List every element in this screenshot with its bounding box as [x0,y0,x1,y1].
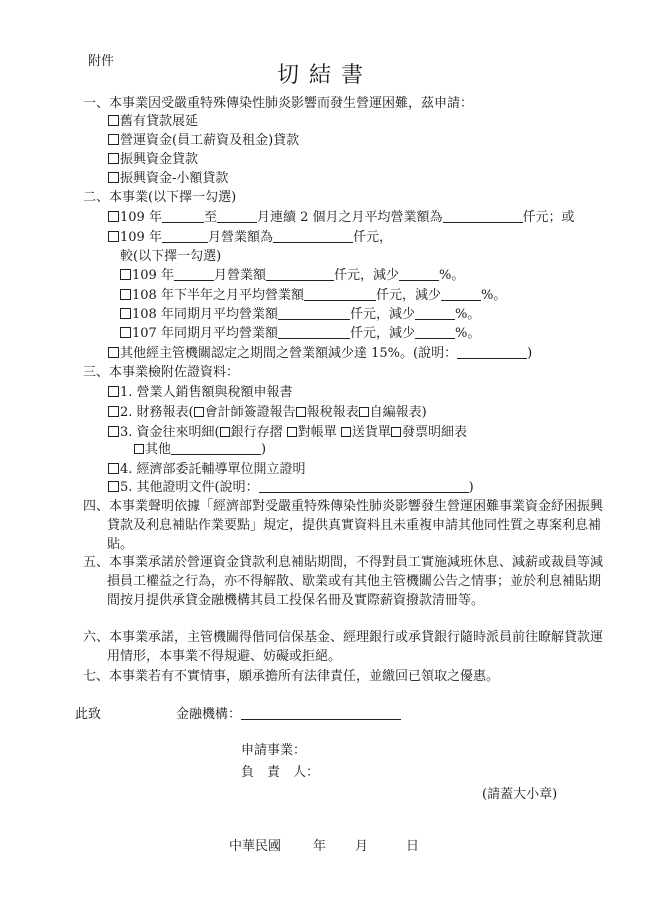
closing-to: 此致 [75,707,102,722]
seal-note: (請蓋大小章) [482,787,558,802]
blank-field[interactable] [443,210,523,223]
section-3-heading: 三、本事業檢附佐證資料： [83,365,240,380]
checkbox[interactable] [194,407,204,417]
representative-label: 負 責 人： [241,765,320,780]
applicant-label: 申請事業： [241,743,307,758]
blank-field[interactable] [273,230,353,243]
s3-item-4[interactable]: 4. 經濟部委託輔導單位開立證明 [108,461,306,479]
blank-field[interactable] [441,288,481,301]
checkbox[interactable] [108,231,119,242]
checkbox[interactable] [108,347,119,358]
checkbox[interactable] [108,406,119,417]
checkbox[interactable] [220,427,230,437]
checkbox[interactable] [108,481,119,492]
checkbox[interactable] [341,427,351,437]
s2-option-1[interactable]: 109 年 至 月連續 2 個月之月平均營業額為 仟元；或 [108,209,575,227]
s1-option-2[interactable]: 營運資金(員工薪資及租金)貸款 [108,132,299,150]
blank-field[interactable] [415,326,455,339]
s2-compare-label: 較(以下擇一勾選) [120,249,222,264]
blank-field[interactable] [278,307,350,320]
section-4: 四、本事業聲明依據「經濟部對受嚴重特殊傳染性肺炎影響發生營運困難事業資金紓困振興貸款及利息補貼作業要點」規定，提供真實資料且未重複申請其他同性質之專案利息補貼。 [83,499,604,552]
bank-field[interactable]: 金融機構： [176,706,401,724]
checkbox[interactable] [120,269,131,280]
s1-option-3[interactable]: 振興資金貸款 [108,151,198,169]
blank-field[interactable] [171,442,261,455]
section-1-heading: 一、本事業因受嚴重特殊傳染性肺炎影響而發生營運困難，茲申請： [83,96,474,111]
blank-field[interactable] [399,268,439,281]
blank-field[interactable] [259,480,469,493]
checkbox[interactable] [108,172,119,183]
checkbox[interactable] [296,407,306,417]
s3-item-5[interactable]: 5. 其他證明文件(說明： ) [108,479,474,497]
date-day: 日 [406,839,420,854]
checkbox[interactable] [108,153,119,164]
s2-compare-3[interactable]: 108 年同期月平均營業額 仟元，減少 %。 [120,306,480,324]
blank-field[interactable] [241,707,401,720]
s2-option-other[interactable]: 其他經主管機關認定之期間之營業額減少達 15%。(說明： ) [108,345,532,363]
blank-field[interactable] [415,307,455,320]
s2-compare-1[interactable]: 109 年 月營業額 仟元，減少 %。 [120,267,464,285]
blank-field[interactable] [304,288,376,301]
date-month: 月 [355,839,369,854]
checkbox[interactable] [108,426,119,437]
section-2-heading: 二、本事業(以下擇一勾選) [83,190,237,205]
checkbox[interactable] [108,463,119,474]
attachment-label: 附件 [88,54,115,69]
checkbox[interactable] [108,386,119,397]
checkbox[interactable] [108,134,119,145]
s3-item-1[interactable]: 1. 營業人銷售額與稅額申報書 [108,384,293,402]
blank-field[interactable] [266,268,334,281]
checkbox[interactable] [108,211,119,222]
date-era: 中華民國 [229,839,282,854]
checkbox[interactable] [134,444,144,454]
page-title: 切結書 [276,63,373,88]
date-year: 年 [313,839,327,854]
section-5: 五、本事業承諾於營運資金貸款利息補貼期間，不得對員工實施減班休息、減薪或裁員等減損員工權益之行為，亦不得解散、歇業或有其他主管機關公告之情事；並於利息補貼期間按月提供承貸金融機構其員工投保名冊及實際薪資撥款清冊等。 [83,555,604,608]
checkbox[interactable] [287,427,297,437]
blank-field[interactable] [278,326,350,339]
s3-item-3[interactable]: 3. 資金往來明細( 銀行存摺 對帳單 送貨單 發票明細表 [108,424,467,442]
blank-field[interactable] [162,230,208,243]
blank-field[interactable] [174,268,214,281]
section-7: 七、本事業若有不實情事，願承擔所有法律責任，並繳回已領取之優惠。 [83,669,500,684]
blank-field[interactable] [457,346,527,359]
s1-option-4[interactable]: 振興資金-小額貸款 [108,170,228,188]
s1-option-1[interactable]: 舊有貸款展延 [108,113,198,131]
s2-option-2[interactable]: 109 年 月營業額為 仟元， [108,229,392,247]
checkbox[interactable] [120,289,131,300]
s3-item-2[interactable]: 2. 財務報表( 會計師簽證報告 報稅報表 自編報表) [108,404,427,422]
blank-field[interactable] [162,210,204,223]
checkbox[interactable] [359,407,369,417]
s3-item-3-other[interactable]: 其他 ) [134,441,266,459]
checkbox[interactable] [120,308,131,319]
blank-field[interactable] [217,210,257,223]
section-6: 六、本事業承諾，主管機關得偕同信保基金、經理銀行或承貸銀行隨時派員前往瞭解貸款運用情形，本事業不得規避、妨礙或拒絕。 [83,630,604,664]
s2-compare-4[interactable]: 107 年同期月平均營業額 仟元，減少 %。 [120,325,480,343]
s2-compare-2[interactable]: 108 年下半年之月平均營業額 仟元，減少 %。 [120,287,506,305]
checkbox[interactable] [108,115,119,126]
checkbox[interactable] [120,327,131,338]
checkbox[interactable] [391,427,401,437]
